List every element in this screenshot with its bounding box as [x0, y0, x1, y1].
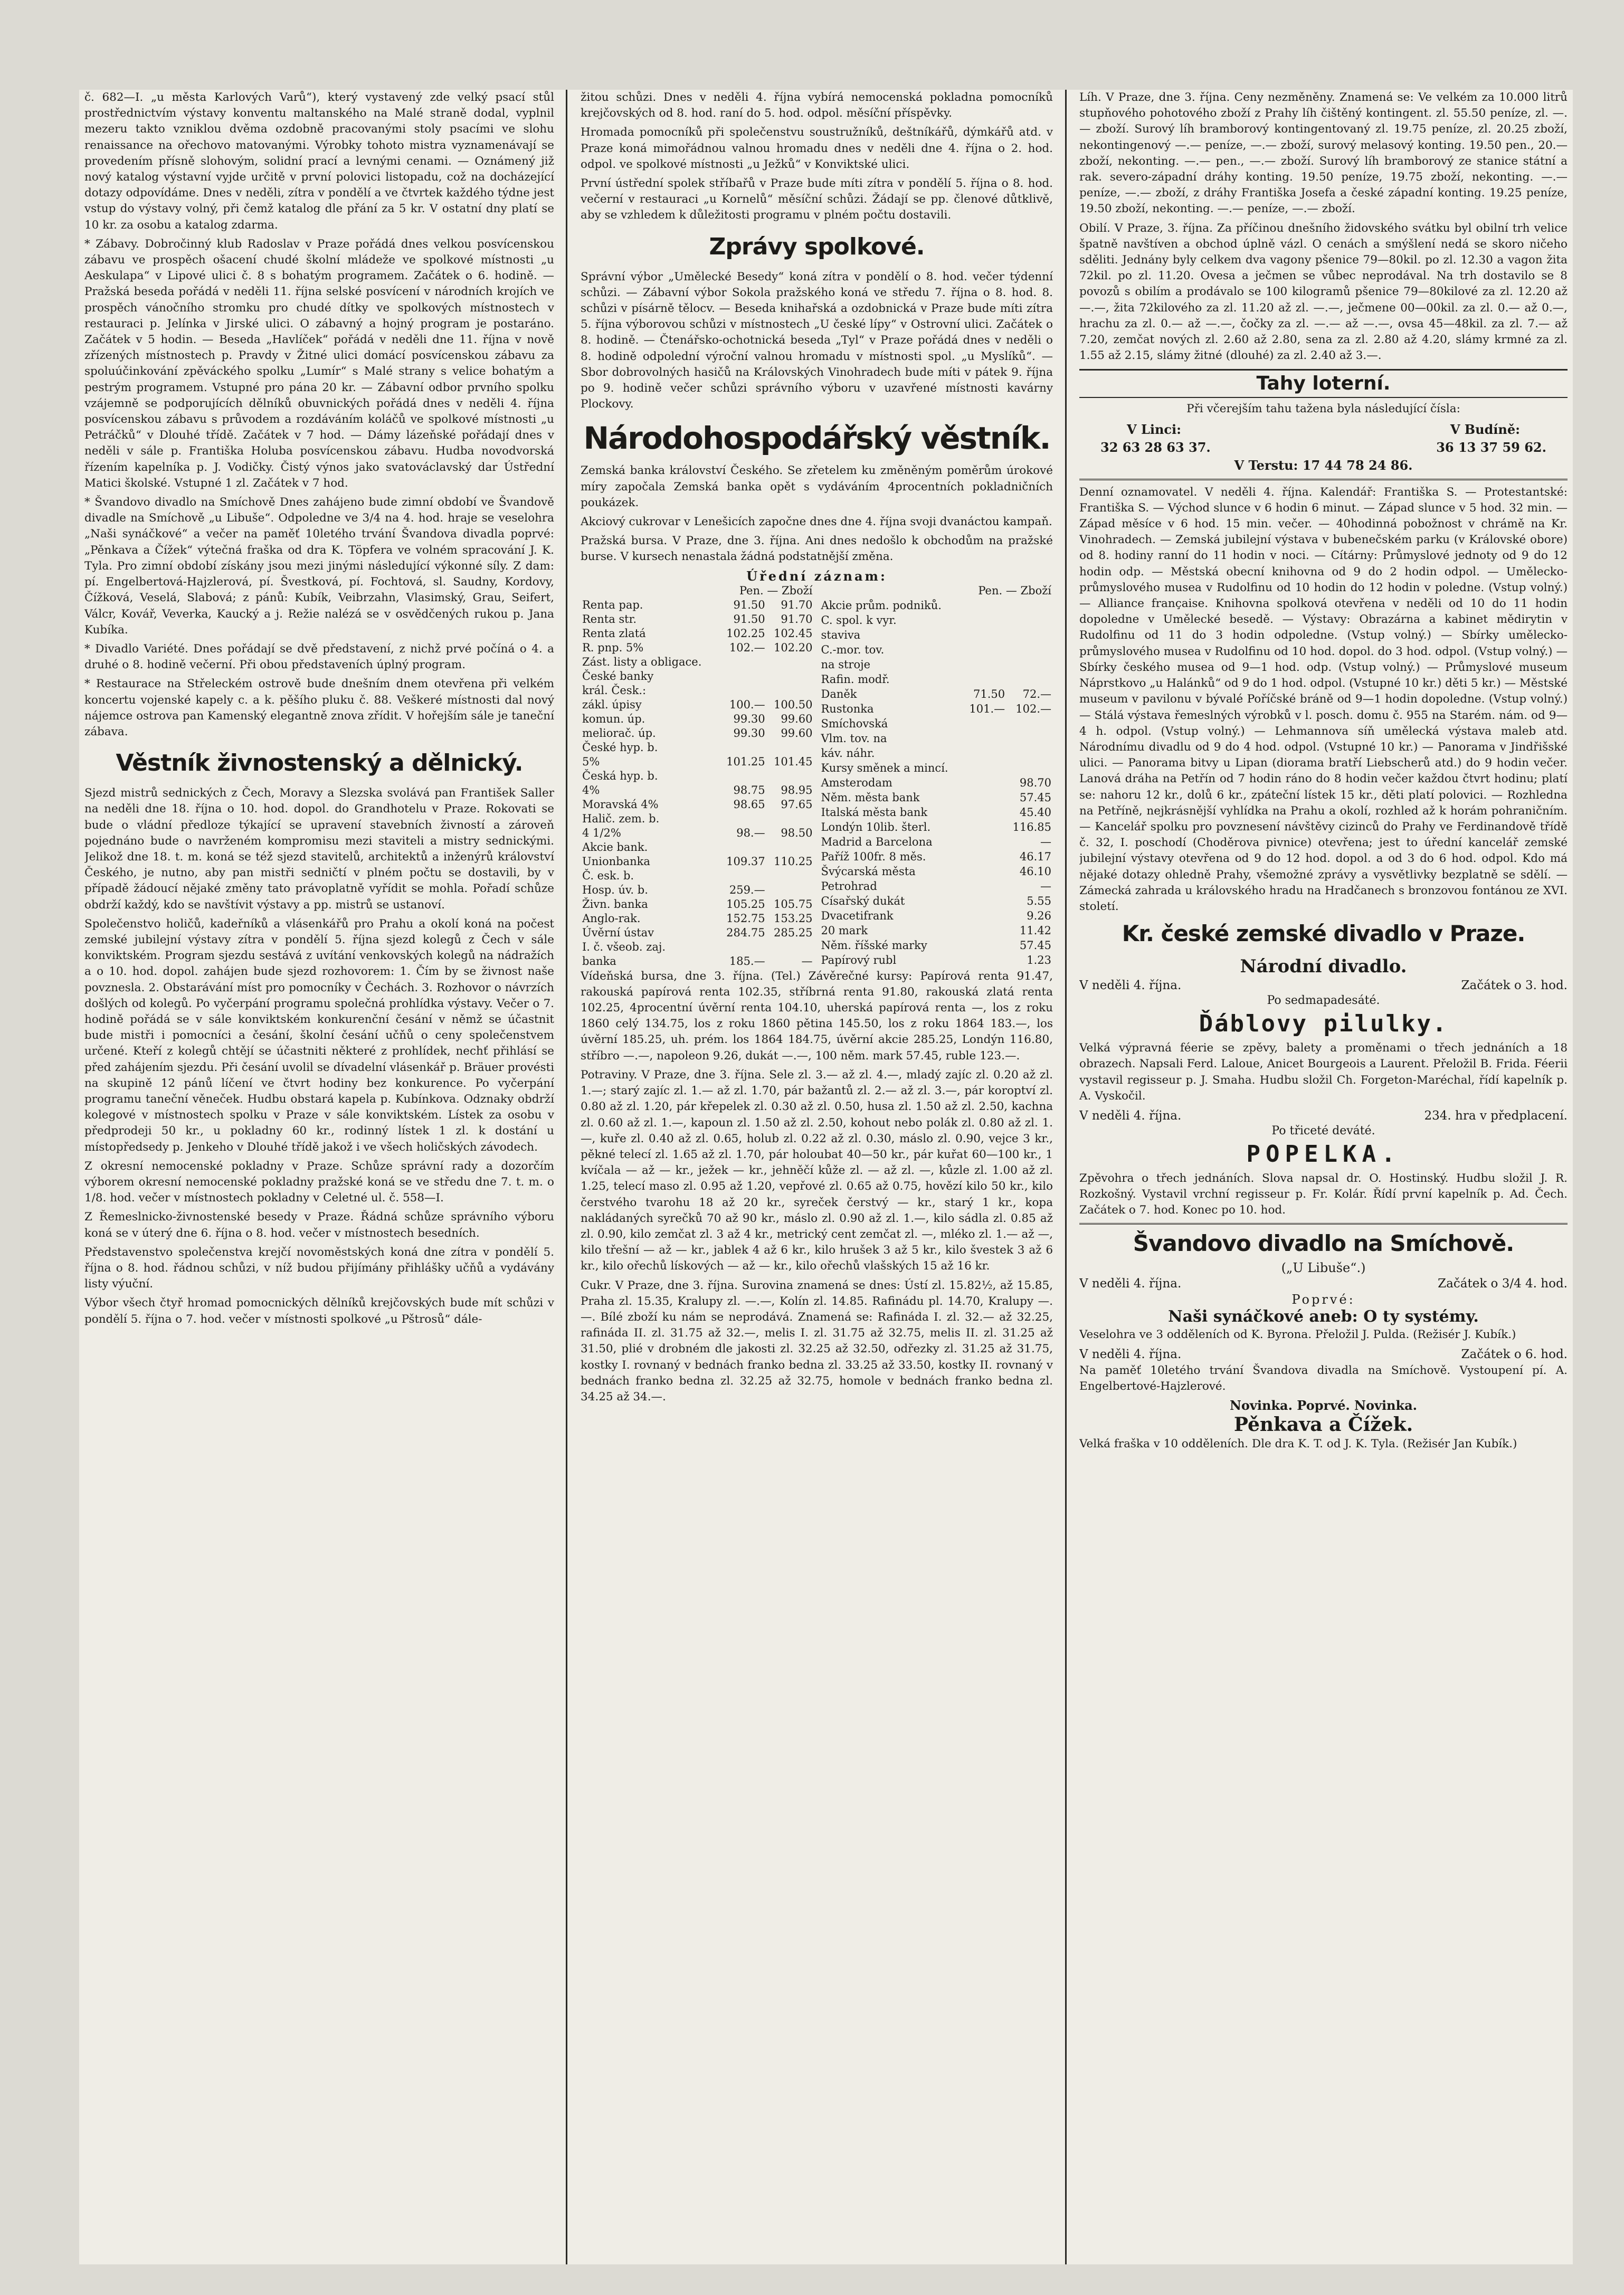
- quote-ask: —: [801, 954, 813, 968]
- quote-bid: [964, 879, 1007, 894]
- quote-label: Dvacetifrank: [821, 909, 894, 923]
- sugar-prices-note: Cukr. V Praze, dne 3. října. Surovina znamená se dnes: Ústí zl. 15.82½, až 15.85, Praha zl. 15.35, Kralupy zl. —.—, Kolín zl. 14.85. Rafinádu pl. 14.70, Kralupy —.—. Bílé zboží ku nám se neprodává. Znamená se: Rafináda I. zl. 32.— až 32.25, rafináda II. zl. 31.75 až 32.—, melis I. zl. 31.75 až 32.75, melis II. zl. 31.25 až 31.50, plié v drobném dle jakosti zl. 32.25 až 32.50, odřezky zl. 31.25 až 31.75, kostky I. rovnaný v bednách franko bedna zl. 33.25 až 33.50, kostky II. rovnaný v bednách franko bedna zl. 32.25 až 32.75, homole v bednách franko bedna zl. 34.25 až 34.—.: [581, 1278, 1053, 1403]
- perf4-line: [1079, 1346, 1568, 1363]
- perf1-start: Začátek o 3. hod.: [1461, 979, 1568, 993]
- quote-row: [581, 840, 814, 855]
- perf2-note: Po třiceté deváté.: [1271, 1124, 1375, 1137]
- quote-ask: 11.42: [1019, 924, 1051, 937]
- quote-ask: 99.60: [781, 712, 813, 725]
- quote-row: [820, 879, 1053, 894]
- quote-ask: [767, 812, 814, 826]
- perf1-description: Velká výpravná féerie se zpěvy, balety a proměnami o třech jednáních a 18 obrazech. Napsali Ferd. Laloue, Anicet Bourgeois a Laurent. Přeložil B. Frida. Féerii vystavil regisseur p. J. Smaha. Hudbu složil Ch. Forgeton-Maréchal, řídí kapelník p. A. Vyskočil.: [1079, 1041, 1568, 1103]
- quote-bid: 71.50: [973, 687, 1005, 700]
- exhibition-notice: č. 682—I. „u města Karlových Varů“), který vystavený zde velký psací stůl prostřednictvím výstavy konventu maltanského na Malé straně dodal, vyplnil mezeru takto vzniklou dvěma ozdobně pracovanými stoly psacími ve slohu renaissance na ořechovo matovanými. Výrobky tohoto mistra vyznamenávají se provedením přísně slohovým, solidní prací a levnými cenami. — Oznámený již nový katalog výstavní vyjde určitě v první polovici listopadu, což na docházející dotazy odpovídáme. Dnes v neděli, zítra v pondělí a ve čtvrtek každého týdne jest vstup do výstavy volný, při čemž katalog dle přání za 5 kr. V ostatní dny platí se 10 kr. za osobu a katalog zdarma.: [84, 91, 554, 232]
- vienna-exchange-note: Vídeňská bursa, dne 3. října. (Tel.) Závěrečné kursy: Papírová renta 91.47, rakouská papírová renta 102.35, stříbrná renta 91.80, rakouská zlatá renta 102.25, 4procentní úvěrní renta 104.10, uherská papírová renta —, los z roku 1860 celý 134.75, los z roku 1860 pětina 145.50, los z roku 1864 183.—, los úvěrní 185.25, uh. prém. los 1864 184.75, úvěrní akcie 285.25, Londýn 116.80, stříbro —.—, napoleon 9.26, dukát —.—, 100 něm. mark 57.45, ruble 123.—.: [581, 969, 1053, 1063]
- column-2: [581, 90, 1053, 2264]
- quote-label: Halič. zem. b.: [582, 812, 660, 825]
- quote-ask: —: [1040, 880, 1051, 893]
- quote-bid: 102.—: [729, 641, 765, 654]
- quote-row: [581, 812, 814, 826]
- grain-prices-note: Obilí. V Praze, 3. října. Za příčinou dnešního židovského svátku byl obilní trh velice špatně navštíven a obchod úplně vázl. O cenách a smýšlení nedá se skoro ničeho sděliti. Jednány byly celkem dva vagony pšenice 79—80kil. po zl. 12.30 a vagon žita 72kil. po zl. 11.20. Ovesa a ječmen se vůbec neprodával. Na trh dostavilo se 8 povozů s obilím a prodávalo se 100 kilogramů pšenice 79—80kilové za zl. 12.20 až —.—, žita 72kilového za zl. 11.20 až zl. —.—, ječmene 00—00kil. za zl. 0.— až 0.—, hrachu za zl. 0.— až —.—, čočky za zl. —.— až —.—, ovsa 45—48kil. za zl. 7.— až 7.20, zemčat nových zl. 2.60 až 2.80, sena za zl. 2.80 až 4.20, slámy krmné za zl. 1.55 až 2.15, slámy žitné (dlouhé) za zl. 2.40 až 3.—.: [1079, 221, 1568, 363]
- food-prices-note: Potraviny. V Praze, dne 3. října. Sele zl. 3.— až zl. 4.—, mladý zajíc zl. 0.20 až zl. 1.—; starý zajíc zl. 1.— až zl. 1.70, pár bažantů zl. 2.— až zl. 3.—, pár koroptví zl. 0.80 až zl. 1.20, pár křepelek zl. 0.30 až zl. 0.50, husa zl. 1.50 až zl. 2.50, kachna zl. 0.60 až zl. 1.—, kapoun zl. 1.50 až zl. 2.50, kohout nebo polák zl. 0.80 až zl. 1.—, kuře zl. 0.40 až zl. 0.65, holub zl. 0.22 až zl. 0.30, máslo zl. 0.90, vejce 3 kr., pěkné telecí zl. 1.65 až zl. 1.70, pár holoubat 40—50 kr., pár kuřat 60—100 kr., 1 kvíčala — až — kr., ježek — kr., jehněčí kůže zl. — až zl. —, kůzle zl. 1.00 až zl. 1.25, telecí maso zl. 0.95 až 1.20, vepřové zl. 0.65 až 0.75, hovězí kilo 50 kr., kilo čerstvého tvarohu 18 až 20 kr., syreček čerstvý — kr., starý 1 kr., kopa nakládaných syrečků 70 až 90 kr., máslo zl. 0.90 až zl. 1.—, kilo sádla zl. 0.85 až zl. 0.90, kilo zemčat zl. 3 až 4 kr., metrický cent zemčat zl. —, mléko zl. 1.— až —, kilo třešní — až — kr., jablek 4 až 6 kr., kilo hrušek 3 až 5 kr., kilo švestek 3 až 6 kr., kilo ořechů lískových — až — kr., kilo ořechů vlašských 15 až 16 kr.: [581, 1068, 1053, 1273]
- quote-bid: 91.50: [733, 598, 765, 611]
- barbers-guild-article: Společenstvo holičů, kadeřníků a vlásenkářů pro Prahu a okolí koná na počest zemské jubilejní výstavy zítra v pondělí 5. října sjezd kolegů z Čech v sále konviktském. Program sjezdu sestává z uvítání venkovských kolegů na nádražích a o 10. hod. dopol. zahájen bude sjezd rozhovorem: 1. Čím by se živnost naše povznesla. 2. Obstarávání míst pro pomocníky v Čechách. 3. Rozhovor o návrzích došlých od kolegů. Po vyčerpání programu společná prohlídka výstavy. Večer o 7. hodině pořádá se v sále konviktském konkurenční česání v němž se účastnit bude mistři i pomocníci a česání, školní česání učňů o ceny společenstvem určené. Kteří z kolegů chtějí se účastniti některé z prohlídek, nechť přihlásí se před zahájením sjezdu. Při česání uvolil se dívadelní vlásenkář p. Bräuer provésti na skupině 12 pánů líčení ve čtvrt hodiny bez konkurence. Po vyčerpání programu taneční věneček. Hudbu obstará kapela p. Kubínkova. Odznaky obdrží kolegové v místnostech spolku v Praze v sále konviktském. Lístek za osobu v předprodeji 50 kr., u pokladny 60 kr., rodinný lístek 1 zl. k dostání u místopředsedy p. Jenkeho v Dlouhé třídě jakož i ve všech holičských závodech.: [84, 917, 554, 1154]
- quote-bid: [964, 938, 1007, 953]
- sugar-factory-note: Akciový cukrovar v Lenešicích započne dnes dne 4. října svoji dvanáctou kampaň.: [581, 515, 1052, 529]
- quote-bid: [719, 669, 767, 684]
- perf1-line: [1079, 977, 1568, 994]
- quote-row: [581, 627, 814, 641]
- quote-label: Renta zlatá: [582, 627, 646, 640]
- entertainment-notice: * Zábavy. Dobročinný klub Radoslav v Praze pořádá dnes velkou posvícenskou zábavu ve prospěch ošacení chudé školní mládeže ve spolkové místnosti „u Aeskulapa“ v Lipové ulici č. 8 s bohatým programem. Začátek o 6. hodině. — Pražská beseda pořádá v neděli 11. října selské posvícení v národních krojích ve prospěch vánočního stromku pro chudé dítky ve spolkových místnostech v restauraci p. Jelínka v Jirské ulici. O zábavný a hojný program je postaráno. Začátek v 5 hodin. — Beseda „Havlíček“ pořádá v neděli dne 11. října v nově zřízených místnostech p. Pravdy v Žitné ulici domácí posvícenskou zábavu za spoluúčinkování zpěváckého spolku „Lumír“ s Malé strany s velice bohatým a pestrým programem. Vstupné pro pána 20 kr. — Zábavní odbor prvního spolku vzájemně se podporujících dělníků obuvnických pořádá dnes v neděli 4. října posvícenskou zábavu s průvodem a rozdáváním koláčů ve spolkové místnosti „u Petráčků“ v Dlouhé třídě. Začátek v 7 hod. — Dámy lázeňské pořádají dnes v neděli v sále p. Františka Holuba posvícenskou zábavu. Hudba novodvorská řízením kapelníka p. J. Vodičky. Čistý výnos jako svatováclavský dar Ústřední Matici školské. Vstupné 1 zl. Začátek v 7 hod.: [84, 237, 554, 490]
- perf3-day: V neděli 4. října.: [1079, 1276, 1182, 1291]
- perf4-day: V neděli 4. října.: [1079, 1347, 1182, 1361]
- quote-label: 5%: [582, 755, 600, 768]
- lottery-numbers-linz: 32 63 28 63 37.: [1100, 439, 1211, 455]
- restaurant-notice: * Restaurace na Střeleckém ostrově bude dnešním dnem otevřena při velkém koncertu vojenské kapely c. a k. pěšího pluku č. 88. Veškeré místnosti dal nový nájemce ostrova pan Kamenský elegantně znova zřídit. V hořejším sále je taneční zábava.: [84, 677, 554, 738]
- quote-bid: [964, 776, 1007, 791]
- quote-row: [581, 741, 814, 755]
- section-clubs-heading: Zprávy spolkové.: [709, 233, 925, 260]
- lottery-numbers-terst: V Terstu: 17 44 78 24 86.: [1234, 457, 1413, 473]
- quote-ask: 116.85: [1012, 821, 1051, 834]
- quote-row: [820, 924, 1053, 938]
- quote-bid: 99.30: [733, 712, 765, 725]
- section-economy-heading: Národohospodářský věstník.: [583, 420, 1050, 457]
- quote-label: Něm. říšské marky: [821, 939, 927, 952]
- quote-label: 4 1/2%: [582, 826, 621, 839]
- quote-row: [581, 698, 814, 712]
- quote-ask: 1.23: [1027, 954, 1051, 967]
- quote-ask: 101.45: [774, 755, 813, 768]
- perf1-note: Po sedmapadesáté.: [1267, 994, 1380, 1008]
- quote-ask: [1006, 732, 1053, 746]
- quote-label: Česká hyp. b.: [582, 769, 658, 782]
- quote-label: káv. náhr.: [821, 747, 875, 760]
- quote-bid: [964, 805, 1007, 820]
- lottery-place-budin: V Budíně:: [1450, 421, 1520, 437]
- quote-bid: [964, 732, 1007, 746]
- column-1: [84, 90, 554, 2264]
- perf3-title: Naši synáčkové aneb: O ty systémy.: [1168, 1307, 1479, 1326]
- quote-row: [820, 938, 1053, 953]
- quote-row: [820, 732, 1053, 746]
- quote-bid: [964, 791, 1007, 805]
- quotes-head-right: Pen. — Zboží: [978, 584, 1051, 597]
- quote-ask: 97.65: [781, 798, 813, 811]
- quote-row: [581, 783, 814, 798]
- quote-bid: [964, 865, 1007, 879]
- quote-row: [820, 628, 1053, 643]
- quote-label: banka: [582, 954, 616, 968]
- official-quotes-title: Úřední záznam:: [746, 568, 887, 584]
- quote-ask: [1006, 628, 1053, 643]
- quote-label: Petrohrad: [821, 880, 877, 893]
- quotes-table-left: [581, 584, 814, 969]
- quote-label: Akcie prům. podniků.: [821, 599, 942, 612]
- quote-ask: 46.10: [1019, 865, 1051, 878]
- quote-label: České hyp. b.: [582, 741, 658, 754]
- masons-congress-article: Sjezd mistrů sednických z Čech, Moravy a Slezska svolává pan František Saller na neděli dne 18. října o 10. hod. dopol. do Grandhotelu v Praze. Rokovati se bude o vládní předloze týkající se upravení stavebních živností a zároveň pojednáno bude o navrženém kompromisu mezi staviteli a mistry sednickými. Jelikož dne 18. t. m. koná se též sjezd stavitelů, architektů a inženýrů království Českého, je nutno, aby pan mistři sedničtí v plném počtu se dostavili, by v případě žádoucí nějaké změny tato právoplatně vyřídit se mohla. Pořadí schůze obdrží každý, kdo se navštívit výstavy a pp. mistrů se ustanoví.: [84, 786, 554, 912]
- quote-ask: [1006, 761, 1053, 776]
- quote-bid: [964, 599, 1007, 613]
- quote-label: Úvěrní ústav: [582, 926, 654, 939]
- quote-ask: 153.25: [774, 912, 813, 925]
- quote-ask: 102.45: [774, 627, 813, 640]
- tailors-fund-note: žitou schůzi. Dnes v neděli 4. října vybírá nemocenská pokladna pomocníků krejčovských od 8. hod. raní do 5. hod. odpol. měsíční příspěvky.: [581, 91, 1053, 120]
- quote-ask: [767, 684, 814, 698]
- quote-label: C. spol. k vyr.: [821, 613, 897, 627]
- quote-label: Živn. banka: [582, 897, 648, 911]
- quote-label: Zást. listy a obligace.: [582, 655, 702, 668]
- divider: [1079, 479, 1568, 480]
- quote-label: Daněk: [821, 687, 857, 700]
- perf2-description: Zpěvohra o třech jednáních. Slova napsal dr. O. Hostinský. Hudbu složil J. R. Rozkošný. Vystavil vrchní regisseur p. Fr. Kolár. Řídí první kapelník p. Ad. Čech. Začátek o 7. hod. Konec po 10. hod.: [1079, 1171, 1568, 1217]
- quote-row: [581, 940, 814, 954]
- svanda-theatre-notice: * Švandovo divadlo na Smíchově Dnes zahájeno bude zimní období ve Švandově divadle na Smíchově „u Libuše“. Odpoledne ve 3/4 na 4. hod. hraje se veselohra „Naši synáčkové“ a večer na paměť 10letého trvání Švandova divadla poprvé: „Pěnkava a Čížek“ výtečná fraška od dra K. Töpfera ve volném spracování J. K. Tyla. Pro zimní období získány jsou mezi jinými následující výkonné síly. Z dam: pí. Engelbertová-Hajzlerová, pí. Švestková, pí. Fochtová, sl. Saudny, Kordovy, Čížková, Veselá, Slabová; z pánů: Kubík, Veibrzahn, Vlasimský, Grau, Seifert, Válcr, Kovář, Veverka, Kaucký a j. Režie nalézá se v osvědčených rukou p. Jana Kubíka.: [84, 496, 554, 637]
- column-rule-1: [566, 90, 567, 2264]
- theatre-svanda-sub: („U Libuše“.): [1281, 1260, 1366, 1275]
- perf2-start: 234. hra v předplacení.: [1424, 1108, 1568, 1123]
- spirits-prices-note: Líh. V Praze, dne 3. října. Ceny nezměněny. Znamená se: Ve velkém za 10.000 litrů stupňového pohotového zboží z Prahy líh čištěný kontingent. zl. 55.50 peníze, zl. —.— zboží. Surový líh bramborový kontingentovaný zl. 19.75 peníze, zl. 20.25 zboží, nekontingenový —.— peníze, —.— zboží, surový melasový konting. 19.50 pen., 20.— zboží, nekonting. —.— pen., —.— zboží. Surový líh bramborový ze stanice státní a rak. severo-západní dráhy konting. 19.50 peníze, 19.75 zboží, nekonting. —.— peníze, —.— zboží, z dráhy Františka Josefa a české západní konting. 19.25 peníze, 19.50 zboží, nekonting. —.— peníze, —.— zboží.: [1079, 91, 1568, 216]
- perf4-start: Začátek o 6. hod.: [1461, 1347, 1568, 1361]
- perf3-start: Začátek o 3/4 4. hod.: [1438, 1276, 1568, 1291]
- lottery-heading: Tahy loterní.: [1079, 369, 1568, 398]
- quote-label: C.-mor. tov.: [821, 643, 885, 656]
- quote-bid: [719, 869, 767, 883]
- quote-bid: 100.—: [729, 698, 765, 711]
- quote-ask: 98.95: [781, 783, 813, 796]
- quote-bid: [964, 894, 1007, 909]
- quote-row: [581, 954, 814, 969]
- quote-ask: 102.—: [1015, 702, 1051, 715]
- quote-bid: 284.75: [726, 926, 765, 939]
- quote-ask: 98.70: [1019, 776, 1051, 790]
- quotes-head-left: Pen. — Zboží: [739, 584, 813, 597]
- quote-ask: 45.40: [1019, 806, 1051, 819]
- quote-bid: 185.—: [729, 954, 765, 968]
- quote-bid: [964, 909, 1007, 924]
- theatre-svanda-heading: Švandovo divadlo na Smíchově.: [1133, 1230, 1514, 1256]
- quote-label: Renta str.: [582, 612, 637, 625]
- quote-ask: 110.25: [774, 855, 813, 868]
- quote-label: Italská města bank: [821, 806, 928, 819]
- perf4-description-2: Velká fraška v 10 odděleních. Dle dra K. T. od J. K. Tyla. (Režisér Jan Kubík.): [1079, 1437, 1517, 1451]
- quotes-tables: [581, 584, 1053, 969]
- tailors-guild-article: Představenstvo společenstva krejčí novoměstských koná dne zítra v pondělí 5. října o 8. hod. řádnou schůzi, v níž budou přijímány přihlášky učňů a vydávány listy výuční.: [84, 1245, 554, 1291]
- quote-ask: 91.70: [781, 612, 813, 625]
- quote-row: [820, 909, 1053, 924]
- quote-ask: [767, 940, 814, 954]
- quote-ask: 57.45: [1019, 939, 1051, 952]
- quote-ask: 99.60: [781, 726, 813, 739]
- prague-exchange-note: Pražská bursa. V Praze, dne 3. října. Ani dnes nedošlo k obchodům na pražské burse. V kursech nenastala žádná podstatnější změna.: [581, 534, 1053, 564]
- quote-label: Anglo-rak.: [582, 912, 641, 925]
- daily-announcer: Denní oznamovatel. V neděli 4. října. Kalendář: Františka S. — Protestantské: Františka S. — Východ slunce v 6 hodin 6 minut. — Západ slunce v 5 hod. 32 min. — Západ měsíce v 6 hod. 15 min. večer. — 40hodinná pobožnost v chrámě na Kr. Vinohradech. — Zemská jubilejní výstava v bubenečském parku (v Královské obore) od 8. hodiny ranní do 11 hodin v noci. — Cítárny: Průmyslové jednoty od 9 do 12 hodin odp. — Městská obecní knihovna od 9 do 2 hodin odpol. — Umělecko-průmyslového musea v Rudolfinu od 10 hodin do 12 hodin v poledne. (Vstup volný.) — Alliance française. Knihovna spolková otevřena v neděli od 10 do 11 hodin dopoledne v Umělecké besedě. — Výstavy: Obrazárna a kabinet mědirytin v Rudolfinu od 11 do 3 hodin odpoledne. (Vstup volný.) — Sbírky umělecko-průmyslového musea v Rudolfinu od 10 hod. dopol. do 3 hod. odpol. (Vstup volný.) — Sbírky českého musea od 9—1 hod. odp. (Vstup volný.) — Průmyslové museum Náprstkovo „u Halánků“ od 9 do 1 hod. odpol. (Vstupné 10 kr.) děti 5 kr.) — Městské museum v pavilonu v bývalé Poříčské bráně od 9—1 hodin dopoledne. (Vstup volný.) — Stálá výstava řemeslných výrobků v l. posch. domu č. 955 na Starém. nám. od 9—4 h. odpol. (Vstup volný.) — Lehmannova síň umělecká výstava maleb atd. Národnímu divadlu od 9 do 4 hod. odpol. (Vstupné 10 kr.) — Panorama v Jindřišské ulici. — Panorama bitvy u Lipan (diorama bratří Liebscherů atd.) do 9 hodin večer. Lanová dráha na Petřín od 7 hodin ráno do 8 hodin večer každou čtvrt hodinu; platí se: nahoru 12 kr., dolů 6 kr., zpáteční lístek 15 kr., děti platí polovici. — Rozhledna na Petříně, nejkrásnější vyhlídka na Prahu a okolí, rozhled až k horám pohraničním. — Kancelář spolku pro povznesení návštěvy cizinců do Prahy ve Ferdinandově třídě č. 32, I. poschodí (Choděrova pivnice) otevřena; jest to úřední kancelář zemské jubilejní výstavy otevřena od 9 do 12 hod. dopol. a od 3 do 6 hod. odpol. Kdo má nějaké dotazy ohledně Prahy, všemožné zprávy a vysvětlivky bezplatně se sdělí. — Zámecká zahrada u královského hradu na Hradčanech s bronzovou fontánou ze XVI. století.: [1079, 485, 1568, 913]
- quote-bid: [964, 953, 1007, 968]
- quote-label: Vlm. tov. na: [821, 732, 887, 745]
- perf2-title: POPELKA.: [1246, 1140, 1401, 1168]
- quote-row: [581, 897, 814, 912]
- quote-bid: [719, 655, 767, 669]
- quote-bid: 98.75: [733, 783, 765, 796]
- quote-label: I. č. všeob. zaj.: [582, 940, 666, 953]
- quote-row: [820, 791, 1053, 805]
- quote-bid: 105.25: [726, 897, 765, 911]
- quote-label: Kursy směnek a mincí.: [821, 762, 948, 775]
- quote-label: R. pnp. 5%: [582, 641, 644, 654]
- quote-ask: [1006, 672, 1053, 687]
- quote-bid: 152.75: [726, 912, 765, 925]
- quote-row: [820, 702, 1053, 717]
- quote-bid: [964, 924, 1007, 938]
- quote-row: [820, 643, 1053, 658]
- quote-row: [820, 820, 1053, 835]
- quote-label: Unionbanka: [582, 855, 650, 868]
- quote-ask: 91.70: [781, 598, 813, 611]
- quote-bid: 101.—: [969, 702, 1005, 715]
- quote-bid: [964, 746, 1007, 761]
- lottery-places: [1079, 421, 1568, 439]
- lottery-place-linz: V Linci:: [1127, 421, 1182, 437]
- column-3: [1079, 90, 1568, 2264]
- quote-bid: [719, 812, 767, 826]
- quote-bid: [719, 741, 767, 755]
- quote-ask: [1006, 658, 1053, 672]
- quote-row: [820, 865, 1053, 879]
- quote-bid: [964, 672, 1007, 687]
- quote-label: Něm. města bank: [821, 791, 920, 804]
- quote-row: [581, 855, 814, 869]
- quote-label: stavivа: [821, 628, 861, 641]
- quote-label: Amsterodam: [821, 776, 892, 790]
- quote-ask: 46.17: [1019, 850, 1051, 864]
- silversmiths-note: První ústřední spolek stříbařů v Praze bude míti zítra v pondělí 5. října o 8. hod. večerní v restauraci „u Kornelů“ měsíční schůzi. Žádají se pp. členové důtklivě, aby se vzhledem k důležitosti programu v plném počtu dostavili.: [581, 177, 1053, 222]
- quote-ask: [767, 883, 814, 897]
- theatre-national-heading: Kr. české zemské divadlo v Praze.: [1122, 921, 1525, 947]
- lottery-numbers-budin: 36 13 37 59 62.: [1436, 439, 1546, 455]
- quote-label: 4%: [582, 783, 600, 796]
- quote-bid: [964, 835, 1007, 850]
- quote-label: Švýcarská města: [821, 865, 916, 878]
- column-rule-2: [1065, 90, 1067, 2264]
- quote-ask: 98.50: [781, 826, 813, 839]
- quote-bid: [964, 850, 1007, 865]
- quote-ask: [1006, 599, 1053, 613]
- quote-bid: [719, 940, 767, 954]
- quote-ask: [1006, 613, 1053, 628]
- quote-row: [581, 612, 814, 627]
- quote-row: [581, 883, 814, 897]
- quote-label: Č. esk. b.: [582, 869, 634, 882]
- quote-label: Renta pap.: [582, 598, 643, 611]
- quote-row: [581, 726, 814, 741]
- land-bank-note: Zemská banka království Českého. Se zřetelem ku změněným poměrům úrokové míry započala Zemská banka opět s vydáváním 4procentních pokladničních poukázek.: [581, 464, 1053, 509]
- section-trades-heading: Věstník živnostenský a dělnický.: [116, 750, 523, 777]
- quote-label: na stroje: [821, 658, 871, 671]
- quote-label: Smíchovská: [821, 717, 888, 730]
- quote-bid: [964, 628, 1007, 643]
- quote-row: [820, 687, 1053, 702]
- quote-row: [820, 850, 1053, 865]
- craftsmen-club-article: Z Řemeslnicko-živnostenské besedy v Praze. Řádná schůze správního výboru koná se v úterý dne 6. října o 8. hod. večer v místnostech besedních.: [84, 1210, 554, 1240]
- quote-label: Madrid a Barcelona: [821, 836, 933, 849]
- quote-bid: [964, 613, 1007, 628]
- perf1-day: V neděli 4. října.: [1079, 979, 1182, 993]
- quote-ask: 102.20: [774, 641, 813, 654]
- variete-notice: * Divadlo Variété. Dnes pořádají se dvě představení, z nichž prvé počíná o 4. a druhé o 8. hodině večerní. Při obou představeních úplný program.: [84, 642, 554, 672]
- quote-row: [581, 641, 814, 655]
- quote-label: 20 mark: [821, 924, 868, 937]
- quote-ask: [767, 655, 814, 669]
- quote-row: [581, 712, 814, 726]
- quote-row: [581, 869, 814, 883]
- quote-row: [820, 805, 1053, 820]
- theatre-national-sub: Národní divadlo.: [1240, 956, 1407, 978]
- quote-row: [820, 776, 1053, 791]
- perf1-title: Ďáblovy pilulky.: [1199, 1010, 1448, 1038]
- quote-ask: [1006, 717, 1053, 732]
- quote-row: [581, 655, 814, 669]
- quote-label: komun. úp.: [582, 712, 645, 725]
- quote-row: [820, 717, 1053, 732]
- quote-bid: [964, 717, 1007, 732]
- quote-bid: [719, 684, 767, 698]
- perf2-day: V neděli 4. října.: [1079, 1108, 1182, 1123]
- perf3-note: Poprvé:: [1291, 1292, 1355, 1307]
- quote-ask: 9.26: [1027, 909, 1051, 923]
- quote-row: [820, 894, 1053, 909]
- quote-bid: [964, 643, 1007, 658]
- quote-bid: 91.50: [733, 612, 765, 625]
- quote-label: Paříž 100fr. 8 měs.: [821, 850, 926, 864]
- quote-ask: 5.55: [1027, 895, 1051, 908]
- quote-ask: 72.—: [1022, 687, 1051, 700]
- lottery-intro: Při včerejším tahu tažena byla následující čísla:: [1186, 402, 1460, 416]
- lottery-numbers: [1079, 439, 1568, 457]
- quote-ask: [767, 769, 814, 783]
- quote-bid: [964, 658, 1007, 672]
- quote-label: Hosp. úv. b.: [582, 883, 648, 896]
- quote-label: král. Česk.:: [582, 684, 647, 697]
- clubs-news: Správní výbor „Umělecké Besedy“ koná zítra v pondělí o 8. hod. večer týdenní schůzi. — Zábavní výbor Sokola pražského koná ve středu 7. října o 8. hod. 8. schůzi v písárně tělocv. — Beseda knihařská a ozdobnická v Praze bude míti zítra 5. října výborovou schůzi v místnostech „U české lípy“ v Ostrovní ulici. Začátek o 8. hodině. — Čtenářsko-ochotnická beseda „Tyl“ v Praze pořádá dnes v neděli o 8. hodině odpolední výroční valnou hromadu v místnosti spol. „u Myslíků“. — Sbor dobrovolných hasičů na Královských Vinohradech bude míti v pátek 9. října po 9. hodině večer schůzi správního výboru v uzavřené místnosti kavárny Plockovy.: [581, 270, 1053, 411]
- quote-ask: [1006, 746, 1053, 761]
- tailors-committee-article: Výbor všech čtyř hromad pomocnických dělníků krejčovských bude mít schůzi v pondělí 5. října o 7. hod. večer v místnosti spolkové „u Pštrosů“ dále-: [84, 1296, 554, 1326]
- quote-row: [820, 953, 1053, 968]
- quote-label: Papírový rubl: [821, 954, 897, 967]
- quote-row: [820, 613, 1053, 628]
- quote-label: Císařský dukát: [821, 895, 905, 908]
- newspaper-page: [79, 90, 1573, 2264]
- quote-label: České banky: [582, 669, 654, 682]
- quote-row: [581, 798, 814, 812]
- quote-bid: 101.25: [726, 755, 765, 768]
- perf4-description: Na paměť 10letého trvání Švandova divadla na Smíchově. Vystoupení pí. A. Engelbertové-Hajzlerové.: [1079, 1363, 1568, 1393]
- quote-bid: [719, 769, 767, 783]
- quote-row: [581, 669, 814, 684]
- quote-bid: 259.—: [729, 883, 765, 896]
- quote-row: [581, 755, 814, 769]
- quote-ask: [767, 669, 814, 684]
- quote-row: [581, 684, 814, 698]
- quote-label: Londýn 10lib. šterl.: [821, 821, 931, 834]
- quote-ask: 100.50: [774, 698, 813, 711]
- quote-label: Rafin. modř.: [821, 672, 890, 686]
- quotes-table-right: [820, 584, 1053, 969]
- quote-row: [820, 672, 1053, 687]
- quote-label: zákl. úpisy: [582, 698, 642, 711]
- quote-ask: [767, 869, 814, 883]
- quote-row: [820, 599, 1053, 613]
- quote-label: Akcie bank.: [582, 840, 648, 853]
- quote-ask: —: [1040, 836, 1051, 849]
- perf3-line: [1079, 1275, 1568, 1292]
- quote-row: [581, 912, 814, 926]
- quote-row: [581, 926, 814, 940]
- quote-ask: 285.25: [774, 926, 813, 939]
- perf2-line: [1079, 1107, 1568, 1124]
- quote-label: meliorač. úp.: [582, 726, 656, 739]
- quote-ask: [767, 741, 814, 755]
- quote-bid: 109.37: [726, 855, 765, 868]
- divider: [1079, 1223, 1568, 1225]
- quote-bid: 102.25: [726, 627, 765, 640]
- quote-row: [581, 598, 814, 612]
- quote-ask: [767, 840, 814, 855]
- quote-bid: 98.65: [733, 798, 765, 811]
- quote-bid: 99.30: [733, 726, 765, 739]
- quote-row: [581, 769, 814, 783]
- quote-row: [820, 746, 1053, 761]
- quote-bid: [964, 820, 1007, 835]
- quote-row: [820, 835, 1053, 850]
- quote-bid: [964, 761, 1007, 776]
- quote-bid: [719, 840, 767, 855]
- sickness-fund-article: Z okresní nemocenské pokladny v Praze. Schůze správní rady a dozorčím výborem okresní nemocenské pokladny pražské koná se ve středu dne 7. t. m. o 1/8. hod. večer v místnostech pokladny v Celetné ul. č. 558—I.: [84, 1159, 554, 1205]
- quote-ask: [1006, 643, 1053, 658]
- quote-label: Rustonka: [821, 702, 874, 715]
- turners-assembly-note: Hromada pomocníků při společenstvu soustružníků, deštníkářů, dýmkářů atd. v Praze koná mimořádnou valnou hromadu dnes v neděli dne 4. října o 2. hod. odpol. ve spolkové místnosti „u Ježků“ v Konviktské ulici.: [581, 126, 1053, 171]
- perf3-description: Veselohra ve 3 odděleních od K. Byrona. Přeložil J. Pulda. (Režisér J. Kubík.): [1079, 1327, 1516, 1341]
- quote-bid: 98.—: [736, 826, 765, 839]
- quote-ask: 57.45: [1019, 791, 1051, 804]
- quote-row: [820, 658, 1053, 672]
- perf4-title: Pěnkava a Čížek.: [1233, 1414, 1413, 1436]
- quote-ask: 105.75: [774, 897, 813, 911]
- perf4-novelty: Novinka. Poprvé. Novinka.: [1229, 1398, 1418, 1414]
- quote-row: [581, 826, 814, 840]
- quote-label: Moravská 4%: [582, 798, 659, 811]
- quote-row: [820, 761, 1053, 776]
